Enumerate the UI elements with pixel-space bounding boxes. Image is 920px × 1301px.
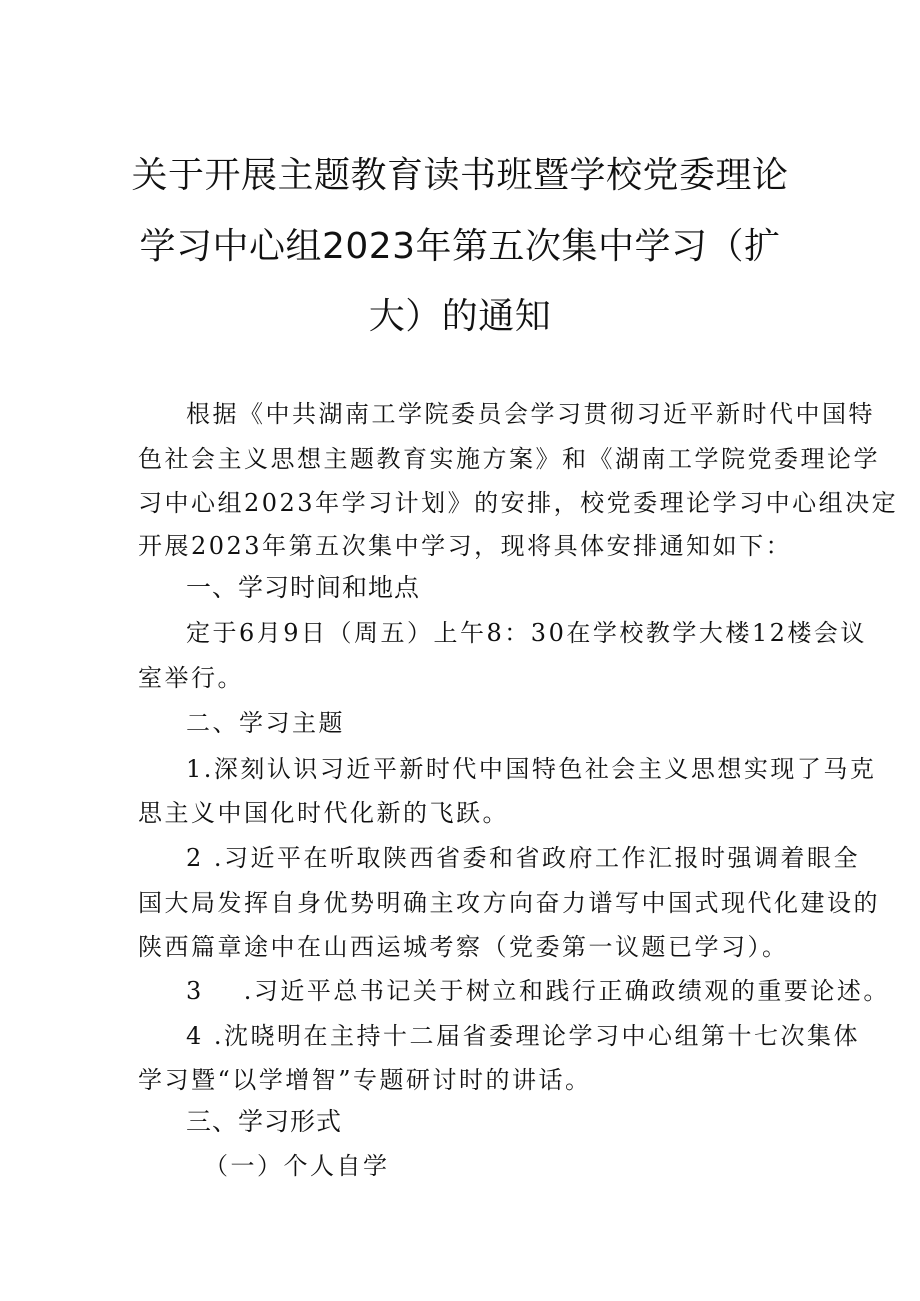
- intro-line-2: 色社会主义思想主题教育实施方案》和《湖南工学院党委理论学: [138, 445, 880, 473]
- title-line-3: 大）的通知: [368, 296, 552, 337]
- item-2-line-2: 国大局发挥自身优势明确主攻方向奋力谱写中国式现代化建设的: [138, 889, 880, 917]
- item-4-line-1: 4 .沈晓明在主持十二届省委理论学习中心组第十七次集体: [186, 1022, 861, 1050]
- title-line-2: 学习中心组2023年第五次集中学习（扩: [139, 226, 781, 267]
- item-4-line-2: 学习暨“以学增智”专题研讨时的讲话。: [138, 1066, 592, 1094]
- item-3-number: 3: [186, 977, 204, 1005]
- section-1-heading: 一、学习时间和地点: [186, 573, 421, 602]
- section-3-sub-1: （一）个人自学: [204, 1152, 390, 1180]
- item-2-line-1: 2 .习近平在听取陕西省委和省政府工作汇报时强调着眼全: [186, 844, 861, 872]
- intro-line-3: 习中心组2023年学习计划》的安排，校党委理论学习中心组决定: [138, 489, 899, 517]
- section-2-heading: 二、学习主题: [186, 709, 345, 737]
- item-3-line: [186, 975, 890, 1007]
- title-line-1: 关于开展主题教育读书班暨学校党委理论: [131, 155, 789, 196]
- section-1-line-2: 室举行。: [138, 664, 244, 692]
- section-3-heading: 三、学习形式: [186, 1107, 343, 1136]
- item-2-line-3: 陕西篇章途中在山西运城考察（党委第一议题已学习）。: [138, 933, 789, 961]
- section-1-line-1: 定于6月9日（周五）上午8：30在学校教学大楼12楼会议: [186, 619, 867, 647]
- intro-line-4: 开展2023年第五次集中学习，现将具体安排通知如下：: [138, 532, 793, 560]
- item-1-line-2: 思主义中国化时代化新的飞跃。: [138, 799, 509, 827]
- intro-line-1: 根据《中共湖南工学院委员会学习贯彻习近平新时代中国特: [186, 400, 875, 428]
- item-1-line-1: 1.深刻认识习近平新时代中国特色社会主义思想实现了马克: [186, 755, 877, 783]
- item-3-text: .习近平总书记关于树立和践行正确政绩观的重要论述。: [243, 977, 890, 1005]
